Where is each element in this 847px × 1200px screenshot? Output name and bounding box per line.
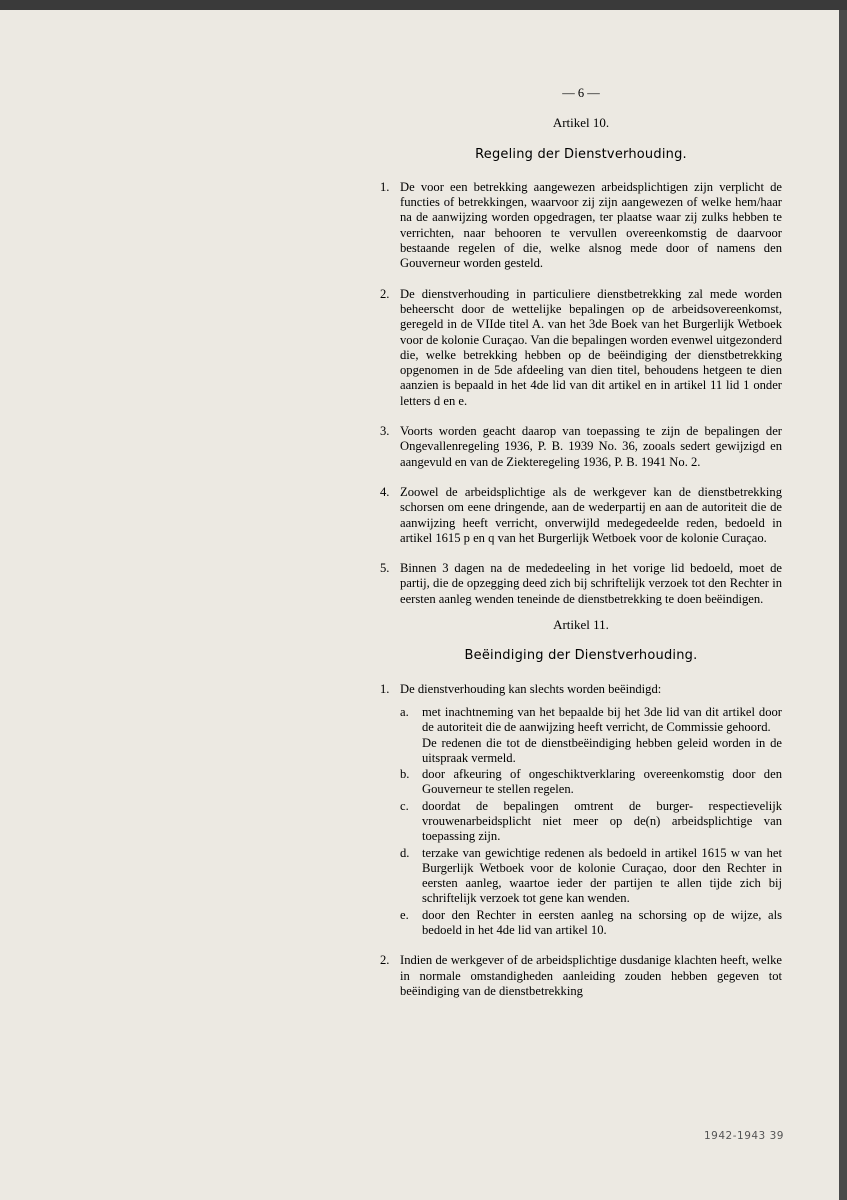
paragraph-number: 5. xyxy=(380,561,390,576)
article-11-heading: Beëindiging der Dienstverhouding. xyxy=(464,648,698,664)
paragraph-text: De dienstverhouding in particuliere dienstbetrekking zal mede worden beheerscht door de wettelijke bepalingen op de arbeidsovereenkomst, geregeld in de VIIde titel A. van het 3de Boek van het Burgerlijk Wetboek voor de kolonie Curaçao. Van die bepalingen worden evenwel uitgezonderd die, welke betrekking hebben op de beëindiging der dienstbetrekking opgenomen in de 5de afdeeling van dien titel, behoudens hetgeen te dien aanzien is bepaald in het 4de lid van dit artikel en in artikel 11 lid 1 onder letters d en e. xyxy=(400,286,782,408)
sub-item-text: door den Rechter in eersten aanleg na schorsing op de wijze, als bedoeld in het 4de lid van artikel 10. xyxy=(422,907,782,938)
paragraph-number: 2. xyxy=(380,286,390,301)
page-edge-shadow xyxy=(839,10,847,1200)
sub-item-a xyxy=(400,705,782,766)
article-10-paragraph-4 xyxy=(380,485,782,546)
article-11-paragraph-1 xyxy=(380,682,782,939)
article-10-title: Artikel 10. xyxy=(552,115,610,131)
paragraph-number: 3. xyxy=(380,424,390,439)
paragraph-text: De dienstverhouding kan slechts worden beëindigd: xyxy=(400,681,662,696)
article-10-paragraph-5 xyxy=(380,561,782,607)
paragraph-number: 4. xyxy=(380,484,390,499)
sub-item-continuation: De redenen die tot de dienstbeëindiging hebben geleid worden in de uitspraak vermeld. xyxy=(422,735,782,765)
sub-item-e xyxy=(400,908,782,939)
sub-item-letter: d. xyxy=(400,845,410,860)
sub-item-letter: b. xyxy=(400,767,410,782)
article-11-title: Artikel 11. xyxy=(553,617,609,633)
article-10-paragraph-3 xyxy=(380,424,782,470)
sub-item-text: doordat de bepalingen omtrent de burger- respectievelijk vrouwenarbeidsplicht niet meer op de(n) arbeidsplichtige van toepassing zijn. xyxy=(422,798,782,844)
paragraph-number: 1. xyxy=(380,179,390,194)
sub-item-letter: e. xyxy=(400,907,409,922)
sub-item-d xyxy=(400,846,782,907)
sub-item-text: met inachtneming van het bepaalde bij het 3de lid van dit artikel door de autoriteit die de aanwijzing heeft verricht, de Commissie gehoord. xyxy=(422,704,782,735)
sub-item-letter: a. xyxy=(400,704,409,719)
paragraph-number: 1. xyxy=(380,681,390,696)
paragraph-text: De voor een betrekking aangewezen arbeidsplichtigen zijn verplicht de functies of betrekkingen, waarvoor zij zijn aangewezen of welke hem/haar na de aanwijzing worden opgedragen, ter plaatse waar zij zulks hebben te verrichten, naar behooren te vervullen overeenkomstig de daarvoor bestaande regelen of die, welke alsnog mede door of namens den Gouverneur worden gesteld. xyxy=(400,179,782,271)
sub-item-letter: c. xyxy=(400,798,409,813)
paragraph-text: Zoowel de arbeidsplichtige als de werkgever kan de dienstbetrekking schorsen om eene dringende, aan de wederpartij en aan de autoriteit die de aanwijzing heeft verricht, onverwijld medegedeelde reden, bedoeld in artikel 1615 p en q van het Burgerlijk Wetboek voor de kolonie Curaçao. xyxy=(400,484,782,545)
sub-item-text: door afkeuring of ongeschiktverklaring overeenkomstig door den Gouverneur te stellen regelen. xyxy=(422,767,782,797)
paragraph-number: 2. xyxy=(380,953,390,968)
page-number: — 6 — xyxy=(562,86,600,100)
paragraph-text: Indien de werkgever of de arbeidsplichtige dusdanige klachten heeft, welke in normale omstandigheden aanleiding zouden hebben gegeven tot beëindiging van de dienstbetrekking xyxy=(400,953,782,998)
sub-item-b xyxy=(400,767,782,798)
article-10-heading: Regeling der Dienstverhouding. xyxy=(475,146,687,162)
text-column xyxy=(380,86,782,1014)
article-11-paragraph-2 xyxy=(380,953,782,999)
sub-item-text: terzake van gewichtige redenen als bedoeld in artikel 1615 w van het Burgerlijk Wetboek voor de kolonie Curaçao, door den Rechter in eersten aanleg, waartoe ieder der partijen te allen tijde zich bij schriftelijk verzoek tot gene kan wenden. xyxy=(422,845,782,906)
archive-code: 1942-1943 39 xyxy=(704,1130,784,1142)
article-10-paragraph-2 xyxy=(380,287,782,409)
sub-item-c xyxy=(400,799,782,845)
sub-item-list xyxy=(400,705,782,938)
paragraph-text: Binnen 3 dagen na de mededeeling in het vorige lid bedoeld, moet de partij, die de opzegging deed zich bij schriftelijk verzoek tot den Rechter in eersten aanleg wenden teneinde de dienstbetrekking te doen beëindigen. xyxy=(400,561,782,606)
article-10-paragraph-1 xyxy=(380,180,782,272)
paragraph-text: Voorts worden geacht daarop van toepassing te zijn de bepalingen der Ongevallenregeling 1936, P. B. 1939 No. 36, zooals sedert gewijzigd en aangevuld en van de Ziekteregeling 1936, P. B. 1941 No. 2. xyxy=(400,424,782,469)
